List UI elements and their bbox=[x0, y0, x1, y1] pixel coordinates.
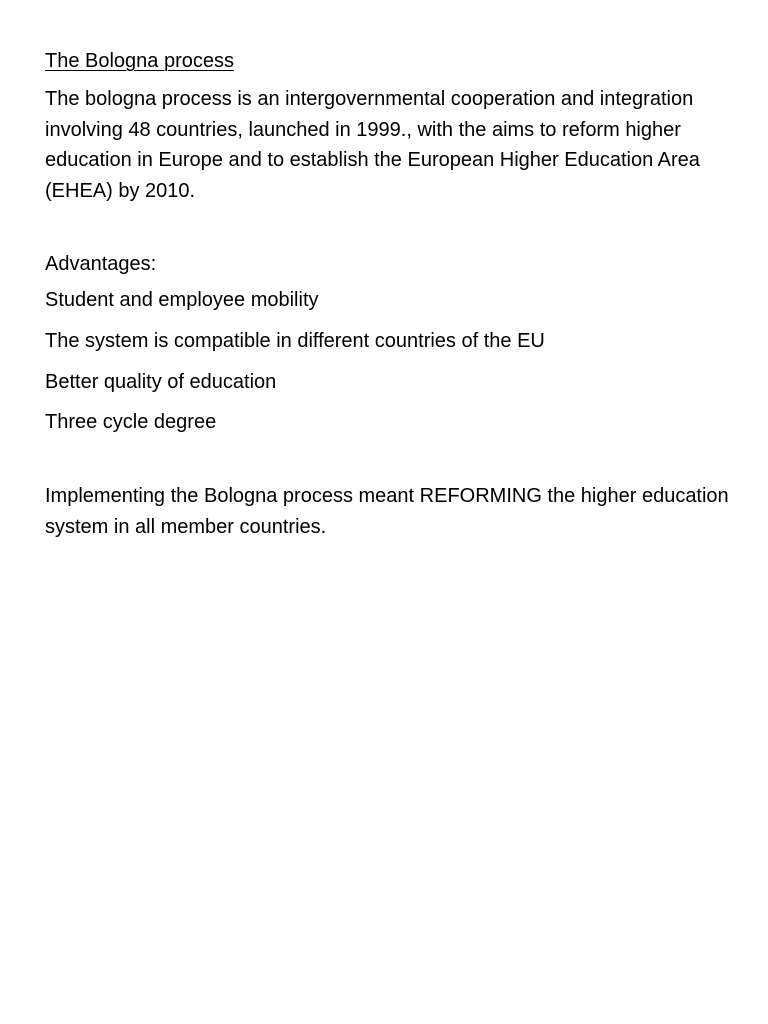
advantages-heading: Advantages: bbox=[45, 253, 157, 275]
document-content bbox=[45, 48, 735, 542]
advantage-item: Better quality of education bbox=[45, 370, 277, 393]
paragraph-spacer bbox=[45, 435, 735, 481]
document-title: The Bologna process bbox=[45, 50, 235, 72]
advantages-list bbox=[45, 287, 735, 435]
advantage-item: Student and employee mobility bbox=[45, 289, 319, 311]
advantage-item: Three cycle degree bbox=[45, 411, 217, 434]
advantage-item: The system is compatible in different countries of the EU bbox=[45, 329, 545, 352]
paragraph-spacer bbox=[45, 206, 735, 251]
intro-paragraph: The bologna process is an intergovernmental cooperation and integration involving 48 countries, launched in 1999., with the aims to reform higher education in Europe and to establish the European Higher Education Area (EHEA) by 2010. bbox=[45, 88, 700, 202]
conclusion-paragraph: Implementing the Bologna process meant REFORMING the higher education system in all member countries. bbox=[45, 485, 729, 538]
